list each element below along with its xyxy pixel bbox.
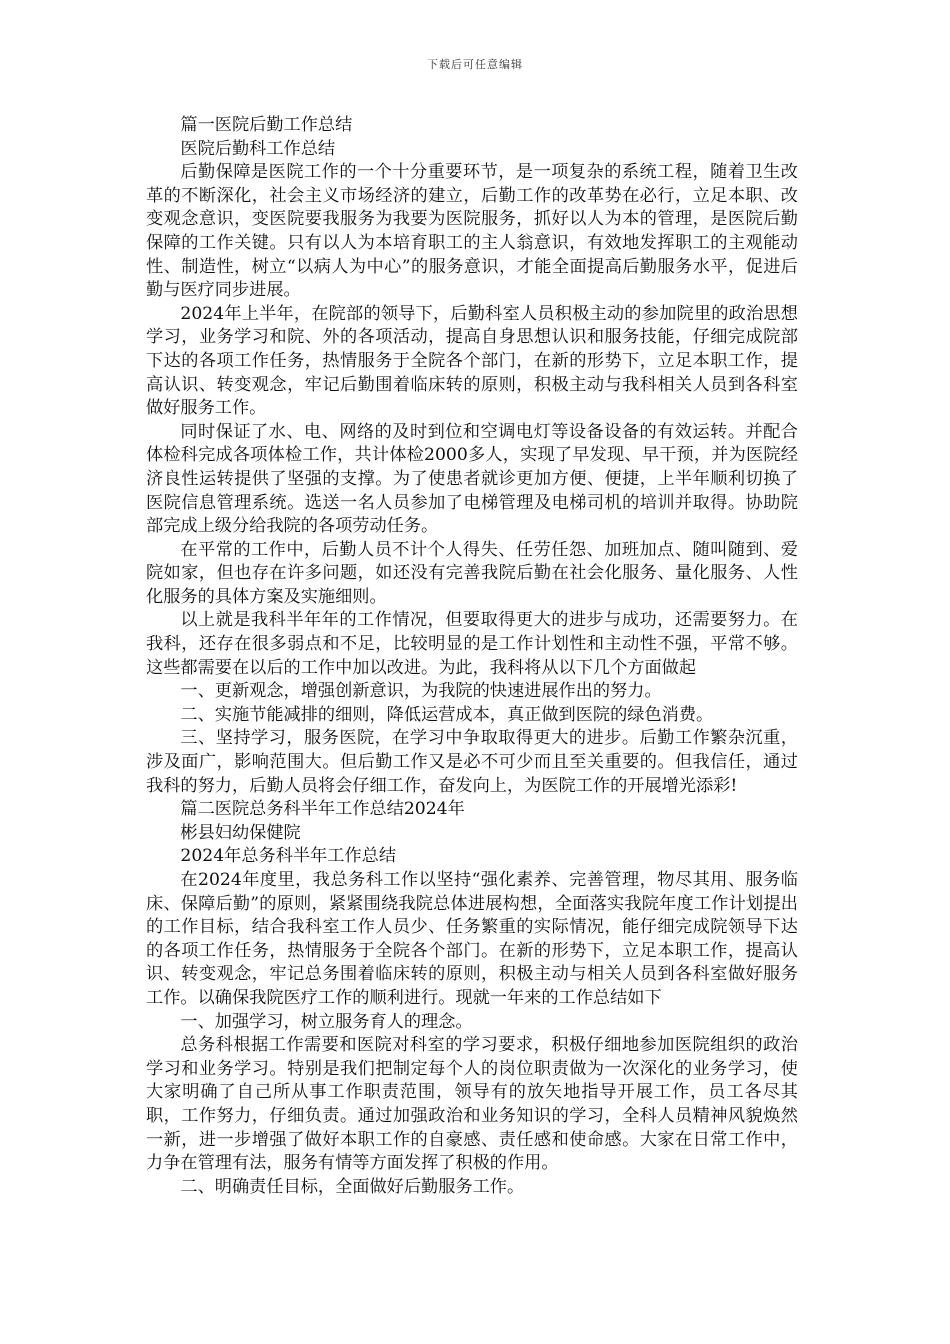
list-item: 一、加强学习，树立服务育人的理念。 [180,1011,473,1032]
list-item: 二、明确责任目标，全面做好后勤服务工作。 [180,1176,525,1197]
list-item: 二、实施节能减排的细则，降低运营成本，真正做到医院的绿色消费。 [180,704,714,725]
body-paragraph: 2024年上半年，在院部的领导下，后勤科室人员积极主动的参加院里的政治思想学习，业务学习和院、外的各项活动，提高自身思想认识和服务技能，仔细完成院部下达的各项工作任务，热情服务于全院各个部门，在新的形势下，立足本职工作，提高认识、转变观念，牢记后勤围着临床转的原则，积极主动与我科相关人员到各科室做好服务工作。 [146,303,798,419]
section-subtitle-2: 2024年总务科半年工作总结 [180,846,397,867]
body-paragraph: 同时保证了水、电、网络的及时到位和空调电灯等设备设备的有效运转。并配合体检科完成各项体检工作，共计体检2000多人，实现了早发现、早干预，并为医院经济良性运转提供了坚强的支撑。为了使患者就诊更加方便、便捷，上半年顺利切换了医院信息管理系统。选送一名人员参加了电梯管理及电梯司机的培训并取得。协助院部完成上级分给我院的各项劳动任务。 [146,421,798,537]
section-subtitle-1: 医院后勤科工作总结 [180,138,336,159]
list-item: 一、更新观念，增强创新意识，为我院的快速进展作出的努力。 [180,681,662,702]
body-paragraph: 在平常的工作中，后勤人员不计个人得失、任劳任怨、加班加点、随叫随到、爱院如家，但也存在许多问题，如还没有完善我院后勤在社会化服务、量化服务、人性化服务的具体方案及实施细则。 [146,539,798,607]
document-body [146,114,798,1199]
section-heading-1: 篇一医院后勤工作总结 [180,115,353,135]
section-heading-2: 篇二医院总务科半年工作总结2024年 [180,799,465,820]
body-paragraph: 后勤保障是医院工作的一个十分重要环节，是一项复杂的系统工程，随着卫生改革的不断深化，社会主义市场经济的建立，后勤工作的改革势在必行，立足本职、改变观念意识，变医院要我服务为我要为医院服务，抓好以人为本的管理，是医院后勤保障的工作关键。只有以人为本培育职工的主人翁意识，有效地发挥职工的主观能动性、制造性，树立“以病人为中心”的服务意识，才能全面提高后勤服务水平，促进后勤与医疗同步进展。 [146,162,798,301]
organization-name: 彬县妇幼保健院 [180,822,301,843]
body-paragraph: 以上就是我科半年年的工作情况，但要取得更大的进步与成功，还需要努力。在我科，还存在很多弱点和不足，比较明显的是工作计划性和主动性不强，平常不够。这些都需要在以后的工作中加以改进。为此，我科将从以下几个方面做起 [146,610,798,678]
body-paragraph: 在2024年度里，我总务科工作以坚持“强化素养、完善管理，物尽其用、服务临床、保障后勤”的原则，紧紧围绕我院总体进展构想，全面落实我院年度工作计划提出的工作目标，结合我科室工作人员少、任务繁重的实际情况，能仔细完成院领导下达的各项工作任务，热情服务于全院各个部门。在新的形势下，立足本职工作，提高认识、转变观念，牢记总务围着临床转的原则，积极主动与相关人员到各科室做好服务工作。以确保我院医疗工作的顺利进行。现就一年来的工作总结如下 [146,870,798,1008]
list-item: 三、坚持学习，服务医院，在学习中争取取得更大的进步。后勤工作繁杂沉重，涉及面广，影响范围大。但后勤工作又是必不可少而且至关重要的。但我信任，通过我科的努力，后勤人员将会仔细工作，奋发向上，为医院工作的开展增光添彩! [146,728,798,796]
page-header: 下载后可任意编辑 [427,58,523,71]
body-paragraph: 总务科根据工作需要和医院对科室的学习要求，积极仔细地参加医院组织的政治学习和业务学习。特别是我们把制定每个人的岗位职责做为一次深化的业务学习，使大家明确了自己所从事工作职责范围，领导有的放矢地指导开展工作，员工各尽其职，工作努力，仔细负责。通过加强政治和业务知识的学习，全科人员精神风貌焕然一新，进一步增强了做好本职工作的自豪感、责任感和使命感。大家在日常工作中，力争在管理有法，服务有情等方面发挥了积极的作用。 [146,1035,798,1174]
